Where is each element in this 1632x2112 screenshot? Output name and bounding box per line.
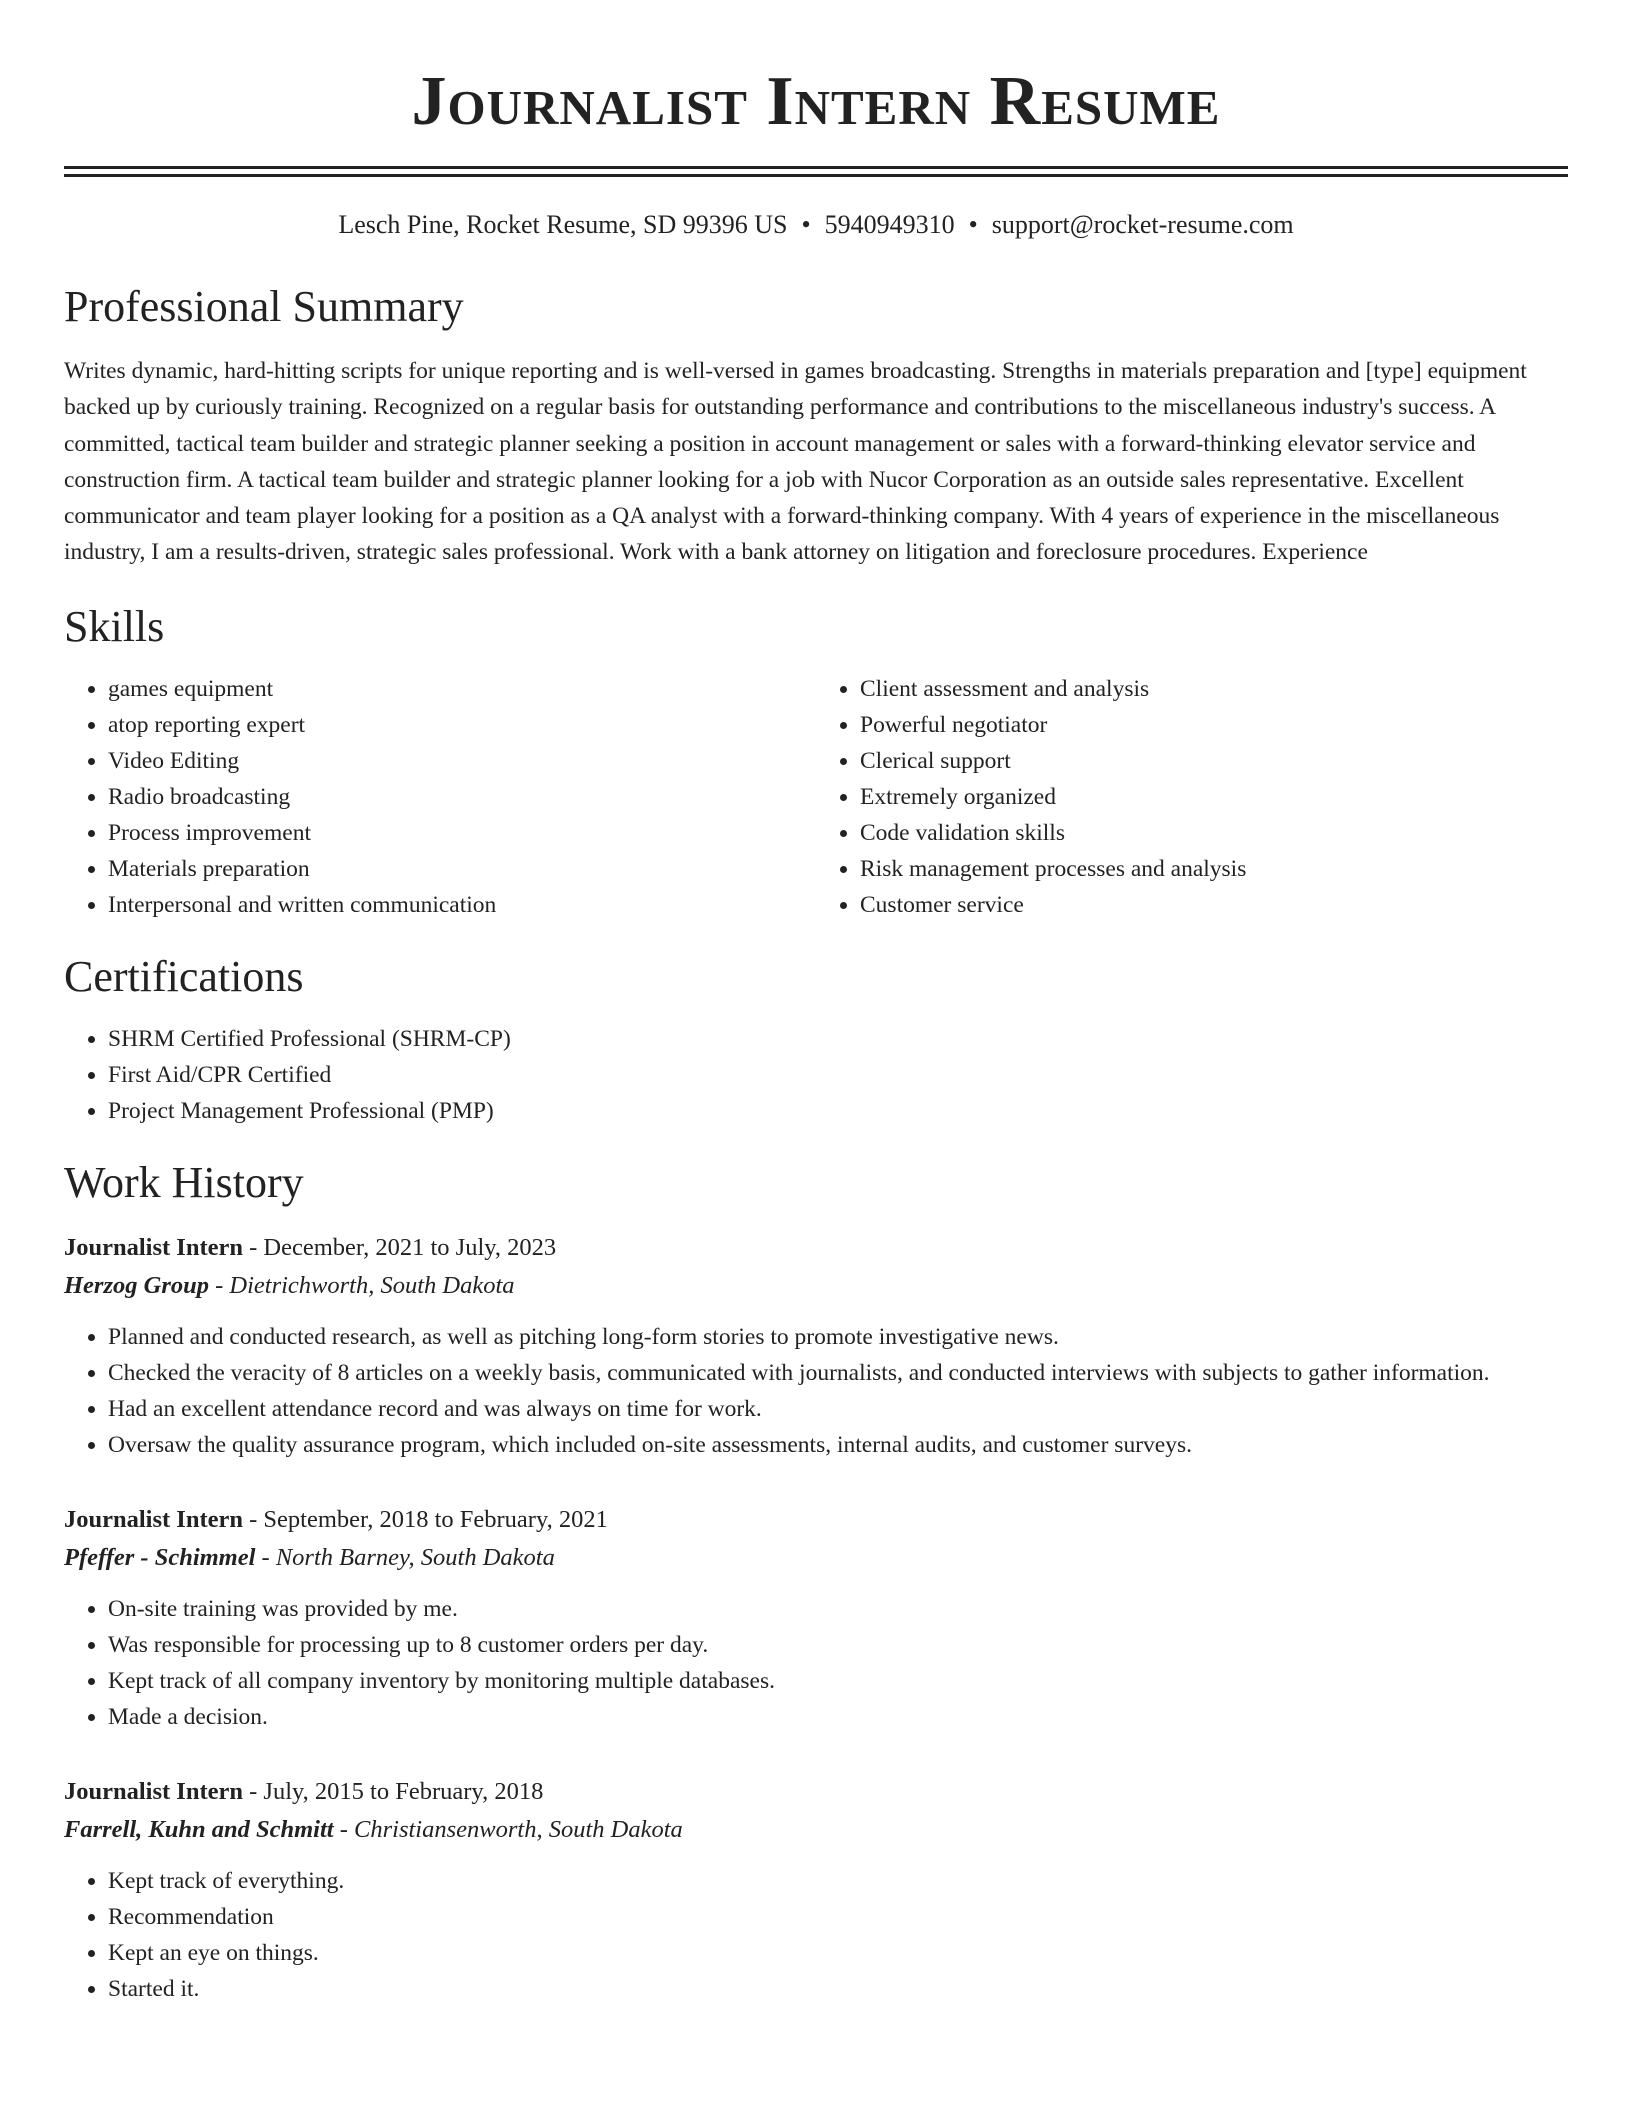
skill-item: • games equipment xyxy=(108,671,816,707)
job-bullet: • Started it. xyxy=(108,1971,1568,2007)
job-company: Herzog Group xyxy=(64,1271,209,1299)
certification-item: • SHRM Certified Professional (SHRM-CP) xyxy=(108,1021,1568,1057)
skills-list-right xyxy=(816,671,1568,923)
skills-list-left xyxy=(64,671,816,923)
skill-item: • Clerical support xyxy=(860,743,1568,779)
contact-phone: 5940949310 xyxy=(824,210,955,239)
certifications-heading: Certifications xyxy=(64,951,304,1001)
summary-heading: Professional Summary xyxy=(64,282,464,331)
job-entry xyxy=(64,1501,1568,1735)
skill-item: • Customer service xyxy=(860,887,1568,923)
job-bullet: • Kept track of all company inventory by monitoring multiple databases. xyxy=(108,1663,1568,1699)
job-company: Pfeffer - Schimmel xyxy=(64,1543,256,1571)
skill-item: • Code validation skills xyxy=(860,815,1568,851)
skill-item: • Client assessment and analysis xyxy=(860,671,1568,707)
skill-item: • Interpersonal and written communication xyxy=(108,887,816,923)
job-bullet: • Made a decision. xyxy=(108,1699,1568,1735)
job-bullet: • Planned and conducted research, as well as pitching long-form stories to promote investigative news. xyxy=(108,1319,1568,1355)
certifications-list xyxy=(64,1021,1568,1129)
job-location: - Christiansenworth, South Dakota xyxy=(333,1815,683,1843)
job-dates: - December, 2021 to July, 2023 xyxy=(243,1233,557,1261)
job-company: Farrell, Kuhn and Schmitt xyxy=(64,1815,334,1843)
skill-item: • Powerful negotiator xyxy=(860,707,1568,743)
job-bullets xyxy=(64,1319,1568,1463)
skill-item: • Process improvement xyxy=(108,815,816,851)
certification-item: • First Aid/CPR Certified xyxy=(108,1057,1568,1093)
job-bullets xyxy=(64,1863,1568,2007)
contact-separator: • xyxy=(801,210,811,239)
job-entry xyxy=(64,1229,1568,1463)
work-history-heading: Work History xyxy=(64,1157,304,1207)
job-bullet: • Was responsible for processing up to 8 customer orders per day. xyxy=(108,1627,1568,1663)
job-title-line xyxy=(64,1773,1568,1811)
job-title: Journalist Intern xyxy=(64,1777,244,1805)
certification-item: • Project Management Professional (PMP) xyxy=(108,1093,1568,1129)
job-bullet: • Oversaw the quality assurance program, which included on-site assessments, internal audits, and customer surveys. xyxy=(108,1427,1568,1463)
summary-text: Writes dynamic, hard-hitting scripts for unique reporting and is well-versed in games broadcasting. Strengths in materials preparation and [type] equipment backed up by curiously training. Recognized on a regular basis for outstanding performance and contributions to the miscellaneous industry's success. A committed, tactical team builder and strategic planner seeking a position in account management or sales with a forward-thinking elevator service and construction firm. A tactical team builder and strategic planner looking for a job with Nucor Corporation as an outside sales representative. Excellent communicator and team player looking for a position as a QA analyst with a forward-thinking company. With 4 years of experience in the miscellaneous industry, I am a results-driven, strategic sales professional. Work with a bank attorney on litigation and foreclosure procedures. Experience xyxy=(64,358,1527,566)
skill-item: • atop reporting expert xyxy=(108,707,816,743)
job-title: Journalist Intern xyxy=(64,1233,244,1261)
job-bullet: • Checked the veracity of 8 articles on a weekly basis, communicated with journalists, and conducted interviews with subjects to gather information. xyxy=(108,1355,1568,1391)
contact-email: support@rocket-resume.com xyxy=(991,210,1294,239)
skill-item: • Video Editing xyxy=(108,743,816,779)
contact-line xyxy=(64,207,1568,243)
skill-item: • Extremely organized xyxy=(860,779,1568,815)
skills-columns xyxy=(64,671,1568,923)
job-title-line xyxy=(64,1501,1568,1539)
job-bullet: • Kept an eye on things. xyxy=(108,1935,1568,1971)
skills-heading: Skills xyxy=(64,601,165,651)
job-entry xyxy=(64,1773,1568,2007)
job-bullets xyxy=(64,1591,1568,1735)
job-dates: - September, 2018 to February, 2021 xyxy=(243,1505,608,1533)
job-company-line xyxy=(64,1267,1568,1305)
job-location: - North Barney, South Dakota xyxy=(255,1543,555,1571)
resume-page xyxy=(64,0,1568,2007)
job-location: - Dietrichworth, South Dakota xyxy=(208,1271,515,1299)
title-double-rule xyxy=(64,166,1568,177)
job-bullet: • On-site training was provided by me. xyxy=(108,1591,1568,1627)
job-bullet: • Kept track of everything. xyxy=(108,1863,1568,1899)
job-title-line xyxy=(64,1229,1568,1267)
job-dates: - July, 2015 to February, 2018 xyxy=(243,1777,544,1805)
job-title: Journalist Intern xyxy=(64,1505,244,1533)
job-bullet: • Had an excellent attendance record and was always on time for work. xyxy=(108,1391,1568,1427)
job-bullet: • Recommendation xyxy=(108,1899,1568,1935)
job-company-line xyxy=(64,1811,1568,1849)
resume-title: Journalist Intern Resume xyxy=(411,63,1221,140)
skill-item: • Materials preparation xyxy=(108,851,816,887)
contact-address: Lesch Pine, Rocket Resume, SD 99396 US xyxy=(338,210,788,239)
contact-separator: • xyxy=(968,210,978,239)
skill-item: • Radio broadcasting xyxy=(108,779,816,815)
skill-item: • Risk management processes and analysis xyxy=(860,851,1568,887)
job-company-line xyxy=(64,1539,1568,1577)
